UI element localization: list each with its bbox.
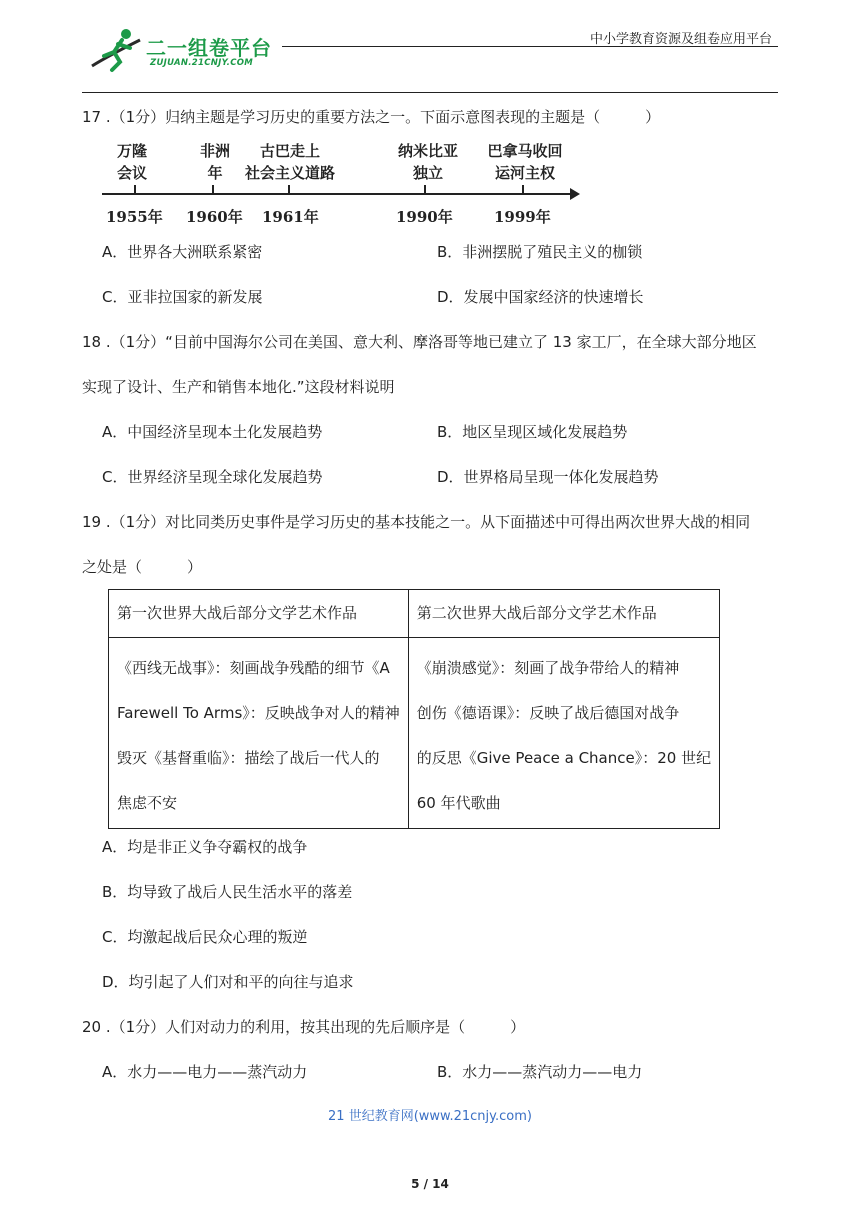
timeline-tick <box>522 185 524 194</box>
timeline-arrow-icon <box>570 188 580 200</box>
question-19-option-c[interactable]: C．均激起战后民众心理的叛逆 <box>102 928 308 946</box>
question-17-option-b[interactable]: B．非洲摆脱了殖民主义的枷锁 <box>437 243 643 261</box>
header-platform-name: 中小学教育资源及组卷应用平台 <box>589 32 772 47</box>
timeline-event-label: 古巴走上 社会主义道路 <box>244 142 335 182</box>
question-20-option-a[interactable]: A．水力——电力——蒸汽动力 <box>102 1063 308 1081</box>
table-header-row <box>109 590 720 638</box>
question-18-option-c[interactable]: C．世界经济呈现全球化发展趋势 <box>102 468 323 486</box>
table-cell-ww2-works: 《崩溃感觉》：刻画了战争带给人的精神 创伤《德语课》：反映了战后德国对战争 的反思《Give Peace a Chance》：20 世纪 60 年代歌曲 <box>408 638 719 829</box>
footer-website-link[interactable]: 21 世纪教育网(www.21cnjy.com) <box>328 1109 532 1124</box>
timeline-year: 1955年 <box>106 208 163 226</box>
question-17-stem: 17 .（1分）归纳主题是学习历史的重要方法之一。下面示意图表现的主题是（ ） <box>82 108 661 126</box>
question-18-option-a[interactable]: A．中国经济呈现本土化发展趋势 <box>102 423 323 441</box>
timeline-year: 1990年 <box>396 208 453 226</box>
question-19-stem-cont: 之处是（ ） <box>82 558 203 576</box>
timeline-event-label: 纳米比亚 独立 <box>397 142 458 182</box>
timeline-axis <box>102 193 572 195</box>
timeline-diagram <box>96 138 596 228</box>
header-rule <box>82 92 778 93</box>
timeline-year: 1999年 <box>494 208 551 226</box>
question-19-stem: 19 .（1分）对比同类历史事件是学习历史的基本技能之一。从下面描述中可得出两次世界大战的相同 <box>82 513 751 531</box>
question-18-stem-cont: 实现了设计、生产和销售本地化.”这段材料说明 <box>82 378 395 396</box>
question-20-option-b[interactable]: B．水力——蒸汽动力——电力 <box>437 1063 643 1081</box>
table-header-ww1: 第一次世界大战后部分文学艺术作品 <box>109 590 409 638</box>
timeline-event-label: 非洲 年 <box>199 142 230 182</box>
question-19-option-a[interactable]: A．均是非正义争夺霸权的战争 <box>102 838 308 856</box>
question-19-option-b[interactable]: B．均导致了战后人民生活水平的落差 <box>102 883 353 901</box>
timeline-tick <box>424 185 426 194</box>
timeline-tick <box>212 185 214 194</box>
timeline-tick <box>288 185 290 194</box>
platform-logo <box>88 26 278 74</box>
logo-text: 二一组卷平台 <box>146 36 272 60</box>
timeline-event-label: 万隆 会议 <box>116 142 147 182</box>
table-header-ww2: 第二次世界大战后部分文学艺术作品 <box>408 590 719 638</box>
question-19-option-d[interactable]: D．均引起了人们对和平的向往与追求 <box>102 973 354 991</box>
comparison-table <box>108 589 720 829</box>
question-18-option-b[interactable]: B．地区呈现区域化发展趋势 <box>437 423 628 441</box>
logo-subtext: ZUJUAN.21CNJY.COM <box>150 58 254 68</box>
table-row <box>109 638 720 829</box>
question-17-option-a[interactable]: A．世界各大洲联系紧密 <box>102 243 263 261</box>
table-cell-ww1-works: 《西线无战事》：刻画战争残酷的细节《A Farewell To Arms》：反映战争对人的精神 毁灭《基督重临》：描绘了战后一代人的 焦虑不安 <box>109 638 409 829</box>
timeline-event-label: 巴拿马收回 运河主权 <box>487 142 563 182</box>
question-18-stem: 18 .（1分）“目前中国海尔公司在美国、意大利、摩洛哥等地已建立了 13 家工厂，在全球大部分地区 <box>82 333 757 351</box>
runner-logo-icon <box>88 26 148 74</box>
page-number: 5 / 14 <box>411 1177 449 1191</box>
question-20-stem: 20 .（1分）人们对动力的利用，按其出现的先后顺序是（ ） <box>82 1018 526 1036</box>
question-17-option-d[interactable]: D．发展中国家经济的快速增长 <box>437 288 644 306</box>
timeline-tick <box>134 185 136 194</box>
question-17-option-c[interactable]: C．亚非拉国家的新发展 <box>102 288 263 306</box>
header-rule-top <box>282 46 778 47</box>
timeline-year: 1960年 <box>186 208 243 226</box>
question-18-option-d[interactable]: D．世界格局呈现一体化发展趋势 <box>437 468 659 486</box>
timeline-year: 1961年 <box>262 208 319 226</box>
